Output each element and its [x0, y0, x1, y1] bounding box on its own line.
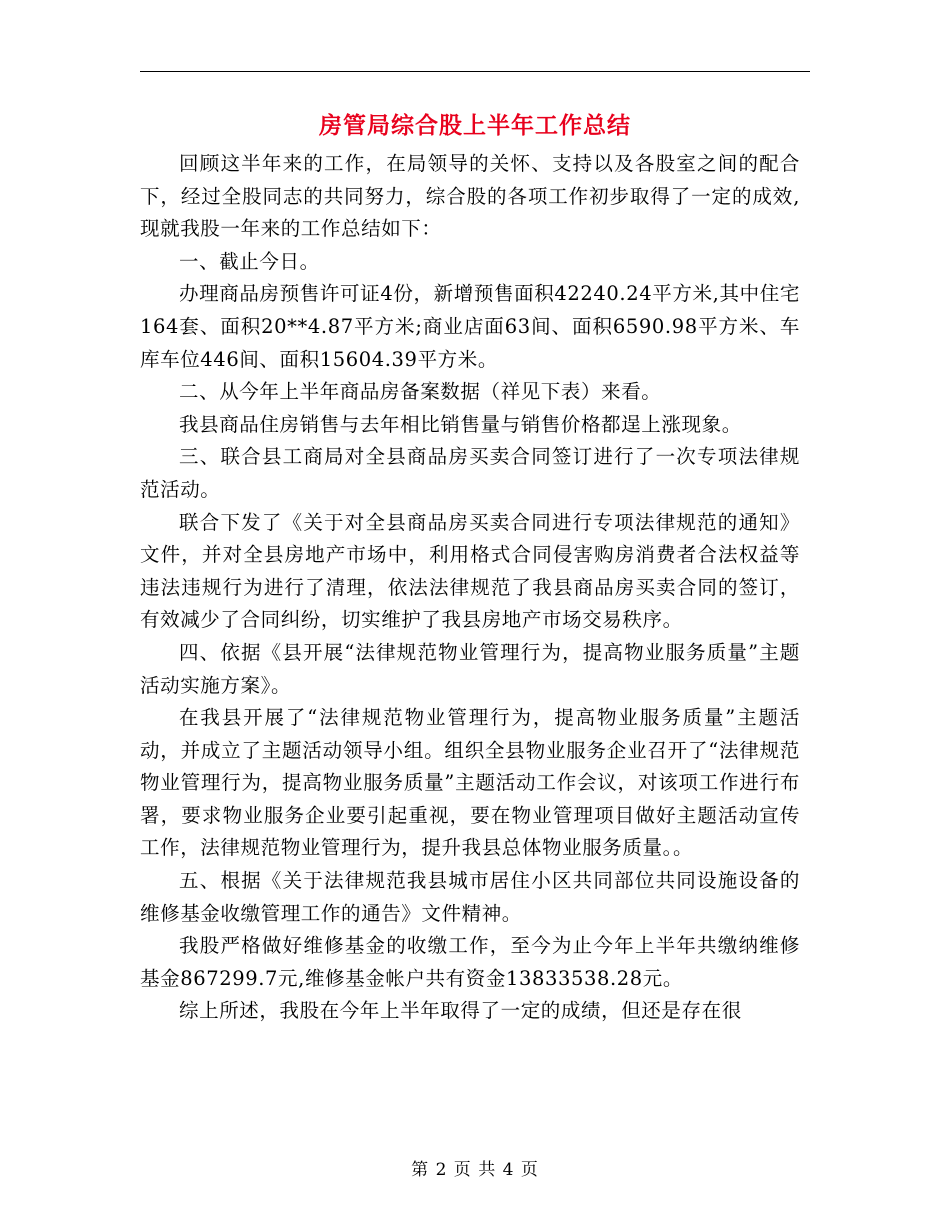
- header-rule: [140, 71, 810, 72]
- paragraph-heading-5: 五、根据《关于法律规范我县城市居住小区共同部位共同设施设备的维修基金收缴管理工作的通告》文件精神。: [140, 869, 800, 925]
- paragraph-property-management: 在我县开展了“法律规范物业管理行为，提高物业服务质量”主题活动，并成立了主题活动领导小组。组织全县物业服务企业召开了“法律规范物业管理行为，提高物业服务质量”主题活动工作会议，对该项工作进行布署，要求物业服务企业要引起重视，要在物业管理项目做好主题活动宣传工作，法律规范物业管理行为，提升我县总体物业服务质量。。: [140, 706, 800, 860]
- document-body: [140, 148, 800, 1028]
- document-title: 房管局综合股上半年工作总结: [319, 112, 631, 139]
- paragraph-summary: 综上所述，我股在今年上半年取得了一定的成绩，但还是存在很: [179, 999, 742, 1023]
- paragraph-heading-4: 四、依据《县开展“法律规范物业管理行为，提高物业服务质量”主题活动实施方案》。: [140, 640, 800, 697]
- paragraph-heading-3: 三、联合县工商局对全县商品房买卖合同签订进行了一次专项法律规范活动。: [140, 445, 800, 501]
- paragraph-sales-trend: 我县商品住房销售与去年相比销售量与销售价格都逞上涨现象。: [179, 412, 742, 436]
- paragraph-intro: 回顾这半年来的工作，在局领导的关怀、支持以及各股室之间的配合下，经过全股同志的共同努力，综合股的各项工作初步取得了一定的成效,现就我股一年来的工作总结如下：: [140, 152, 800, 241]
- paragraph-maintenance-fund: 我股严格做好维修基金的收缴工作，至今为止今年上半年共缴纳维修基金867299.7元,维修基金帐户共有资金13833538.28元。: [140, 934, 800, 990]
- paragraph-heading-1: 一、截止今日。: [179, 249, 320, 273]
- paragraph-contract-regulation: 联合下发了《关于对全县商品房买卖合同进行专项法律规范的通知》文件，并对全县房地产市场中，利用格式合同侵害购房消费者合法权益等违法违规行为进行了清理，依法法律规范了我县商品房买卖合同的签订，有效减少了合同纠纷，切实维护了我县房地产市场交易秩序。: [140, 510, 800, 632]
- paragraph-presale-permits: 办理商品房预售许可证4份，新增预售面积42240.24平方米,其中住宅164套、面积20**4.87平方米;商业店面63间、面积6590.98平方米、车库车位446间、面积15604.39平方米。: [140, 282, 800, 371]
- page-number-footer: 第 2 页 共 4 页: [411, 1160, 539, 1180]
- paragraph-heading-2: 二、从今年上半年商品房备案数据（祥见下表）来看。: [179, 380, 662, 404]
